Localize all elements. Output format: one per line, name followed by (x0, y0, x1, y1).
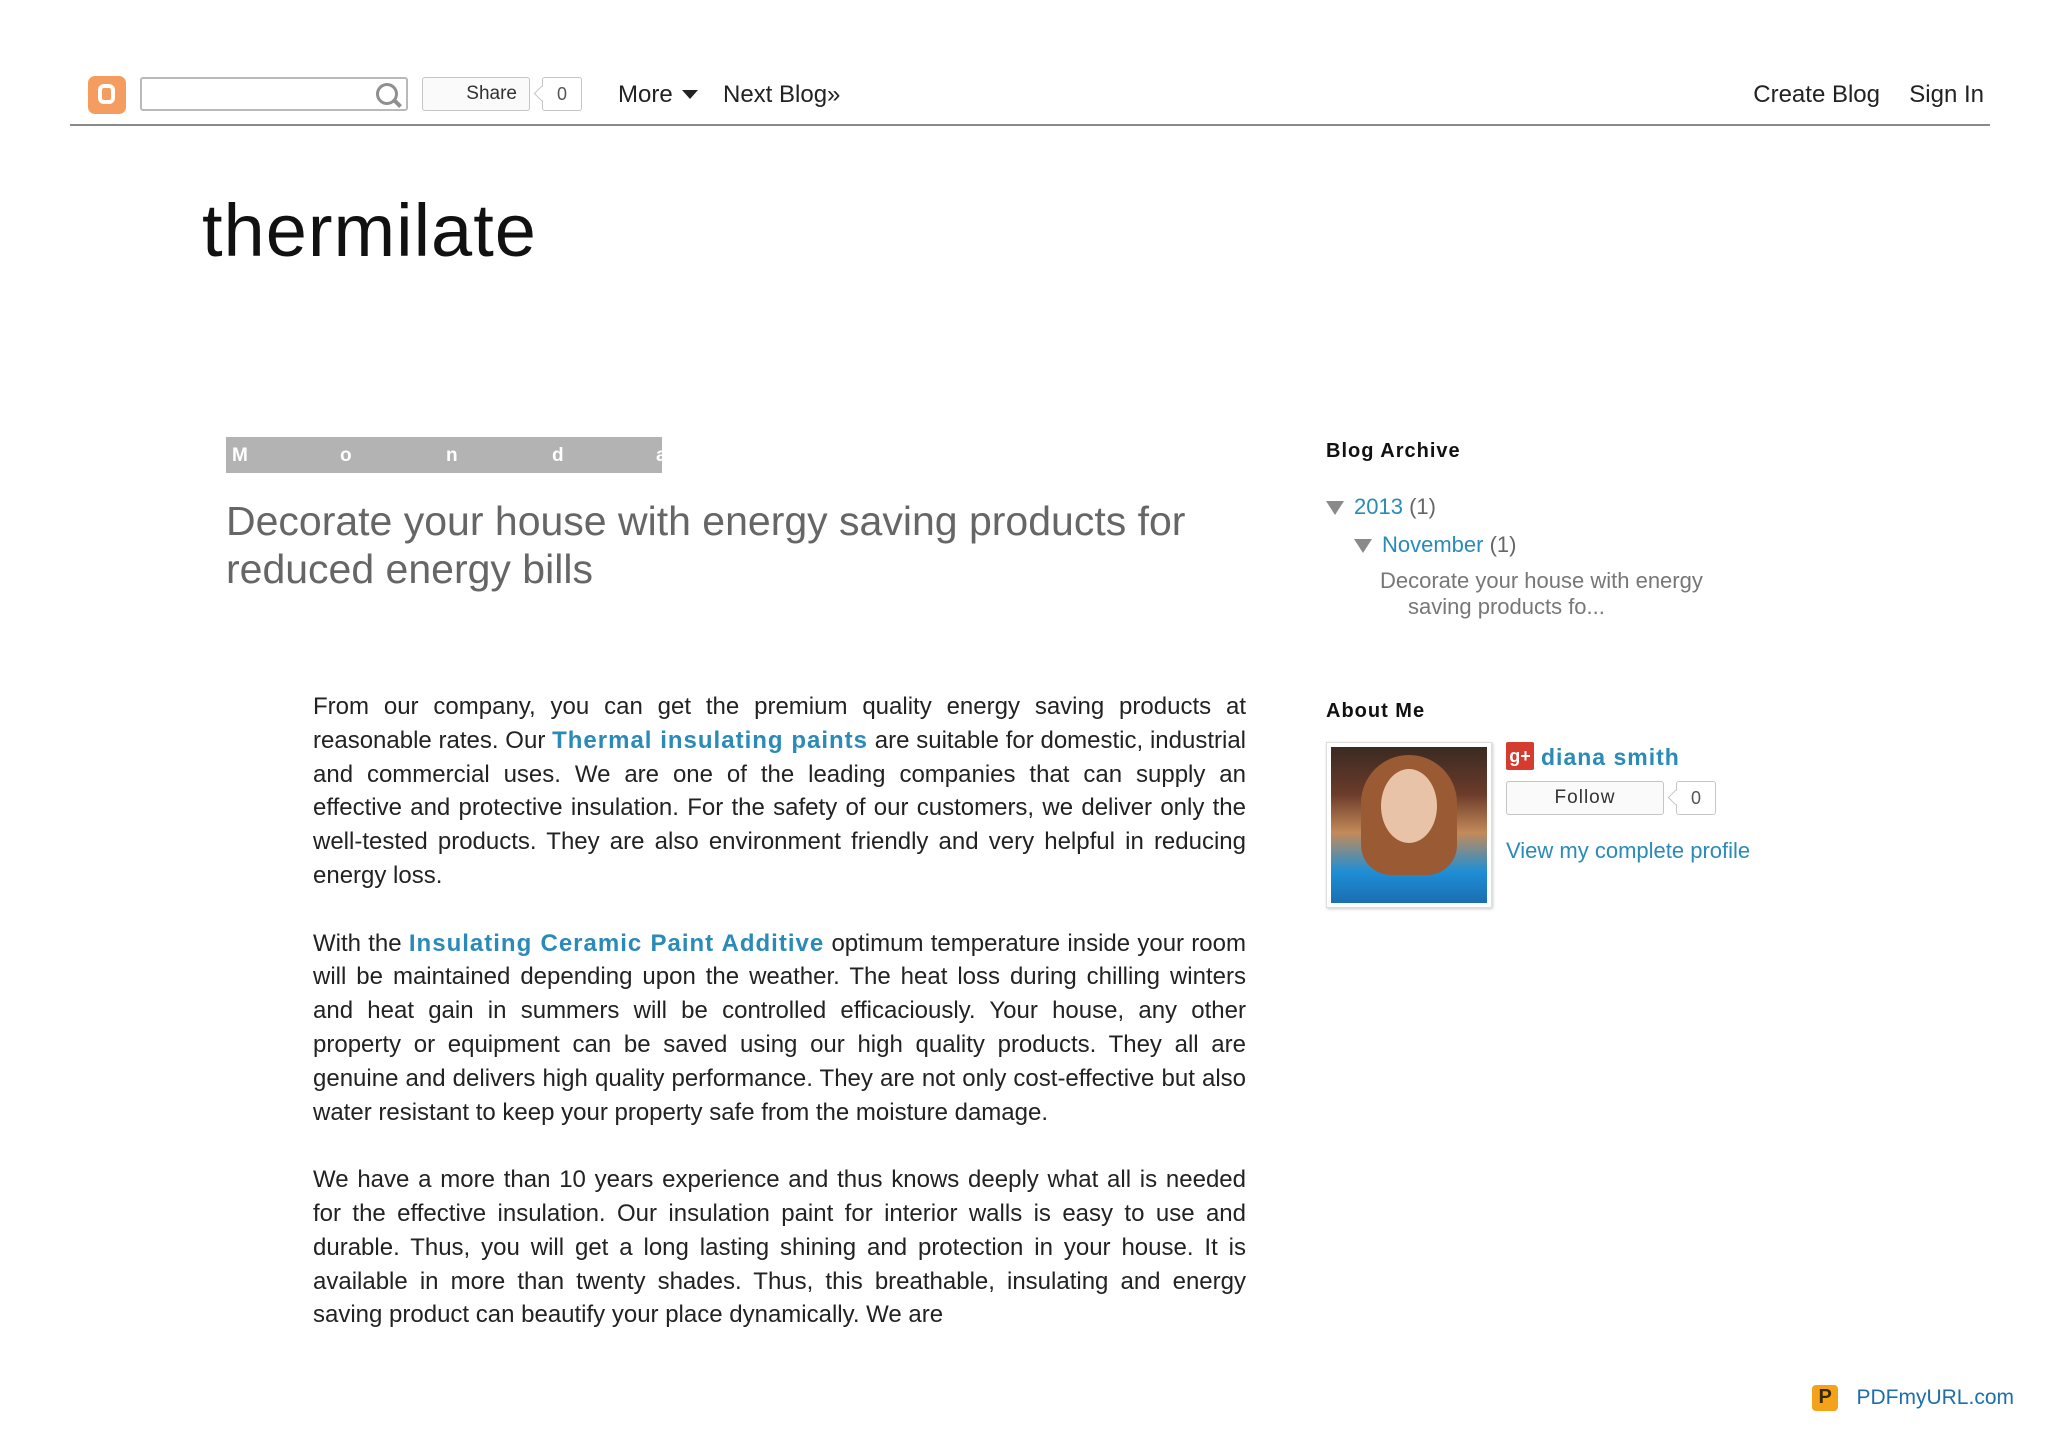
post-title: Decorate your house with energy saving products for reduced energy bills (226, 498, 1186, 592)
archive-year-count: (1) (1409, 494, 1436, 519)
post-paragraph-1: From our company, you can get the premium quality energy saving products at reasonable rates. Our Thermal insulating paints are suitable for domestic, industrial and commercial uses. We are one of the leading companies that can supply an effective and protective insulation. For the safety of our customers, we deliver only the well-tested products. They are also environment friendly and very helpful in reducing energy loss. (313, 693, 1246, 889)
next-blog-link[interactable]: Next Blog» (723, 81, 841, 108)
pdfmyurl-watermark[interactable] (1812, 1383, 2014, 1417)
archive-month-row (1354, 532, 1517, 558)
blog-title[interactable]: thermilate (202, 189, 537, 272)
share-count: 0 (542, 77, 582, 111)
more-menu[interactable]: More (618, 81, 673, 108)
search-box (140, 77, 408, 111)
create-blog-link[interactable]: Create Blog (1753, 81, 1880, 108)
blog-archive-widget (1326, 440, 1886, 630)
sign-in-link[interactable]: Sign In (1909, 81, 1984, 108)
thermal-insulating-paints-link[interactable]: Thermal insulating paints (552, 726, 868, 754)
post-body (313, 690, 1246, 1370)
post-paragraph-3: We have a more than 10 years experience and thus knows deeply what all is needed for the effective insulation. Our insulation paint for interior walls is easy to use and durable. Thus, you will get a long lasting shining and protection in your house. It is available in more than twenty shades. Thus, this breathable, insulating and energy saving product can beautify your place dynamically. We are (313, 1166, 1246, 1329)
blogger-logo-icon[interactable] (88, 76, 126, 114)
date-letter: d (552, 445, 564, 466)
about-me-widget (1326, 700, 1886, 960)
pdfmyurl-text: PDFmyURL.com (1856, 1386, 2014, 1409)
date-letter: a (656, 445, 667, 466)
share-button[interactable]: Share (422, 77, 530, 111)
insulating-ceramic-paint-additive-link[interactable]: Insulating Ceramic Paint Additive (408, 929, 825, 957)
date-letter: n (446, 445, 458, 466)
archive-year-link[interactable]: 2013 (1354, 494, 1403, 519)
date-letter: o (340, 445, 352, 466)
follow-button[interactable]: Follow (1506, 781, 1664, 815)
triangle-down-icon[interactable] (1326, 501, 1344, 515)
gplus-icon[interactable]: g+ (1506, 742, 1534, 770)
profile-photo (1331, 747, 1487, 903)
blogger-navbar (70, 72, 1990, 126)
caret-down-icon[interactable] (682, 90, 698, 99)
view-profile-link[interactable]: View my complete profile (1506, 838, 1751, 863)
triangle-down-icon[interactable] (1354, 539, 1372, 553)
archive-post-link[interactable]: Decorate your house with energy saving products fo... (1380, 568, 1703, 619)
search-input[interactable] (148, 80, 372, 110)
archive-month-link[interactable]: November (1382, 532, 1484, 557)
archive-year-row (1326, 494, 1436, 520)
date-letter: M (232, 445, 248, 466)
search-icon[interactable] (376, 83, 398, 105)
sidebar (1326, 440, 1886, 960)
date-header (226, 437, 667, 473)
follow-count: 0 (1676, 781, 1716, 815)
avatar[interactable] (1326, 742, 1492, 908)
blog-archive-title: Blog Archive (1326, 440, 1461, 462)
profile-name-link[interactable]: diana smith (1541, 744, 1680, 770)
archive-month-count: (1) (1489, 532, 1517, 557)
post-paragraph-2: With the Insulating Ceramic Paint Additive optimum temperature inside your room will be maintained depending upon the weather. The heat loss during chilling winters and heat gain in summers will be controlled efficaciously. Your house, any other property or equipment can be saved using our high quality products. They all are genuine and delivers high quality performance. They are not only cost-effective but also water resistant to keep your property safe from the moisture damage. (313, 929, 1246, 1126)
about-me-title: About Me (1326, 700, 1426, 722)
